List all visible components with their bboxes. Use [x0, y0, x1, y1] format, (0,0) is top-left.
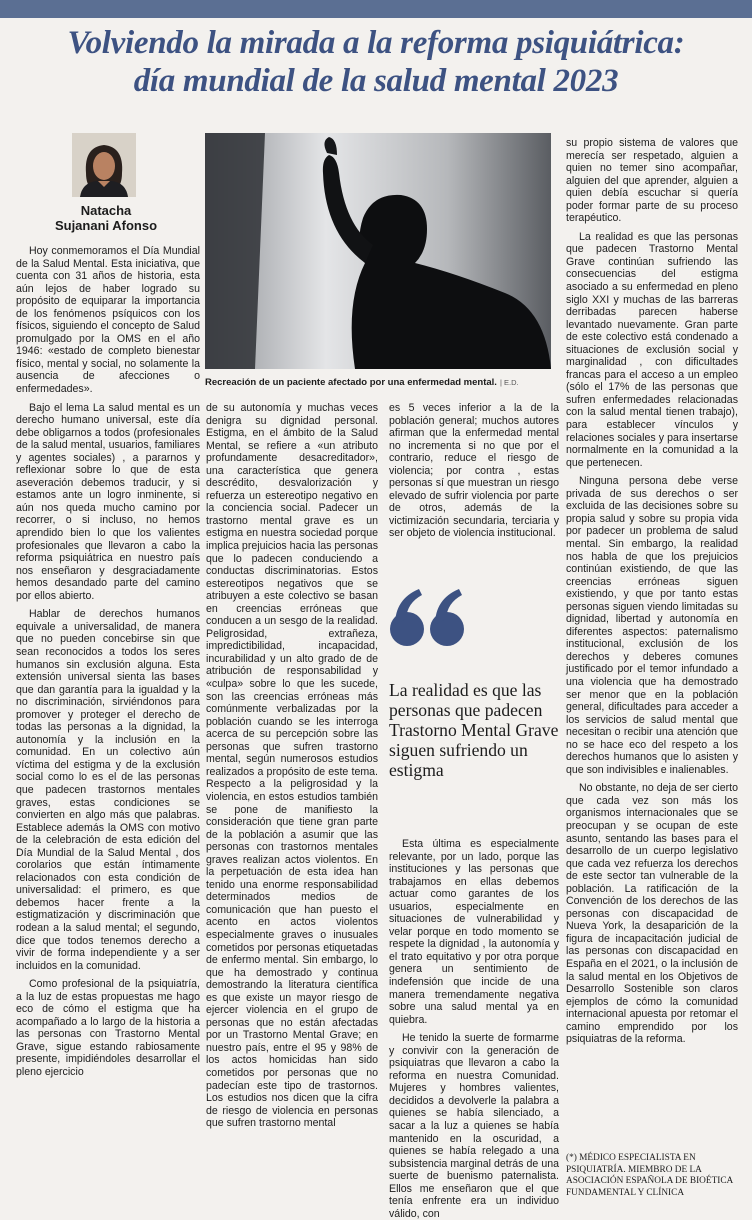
- article-column-1: [16, 245, 200, 1197]
- quote-mark-icon: [389, 585, 469, 655]
- paragraph: Bajo el lema La salud mental es un derecho humano universal, este día debe obligarnos a todos (profesionales de la salud mental, usuarios, familiares y agentes sociales) , a pararnos y reflexionar sobre lo que de esta aseveración debemos traducir, y si estamos ante un logro inminente, si aún nos queda mucho camino por recorrer, o si incluso, no hemos aprendido bien lo que los valientes profesionales que llevaron a cabo la reforma psiquiátrica en nuestro país nos enseñaron y desgraciadamente hemos desandado parte del camino por ellos abierto.: [16, 401, 200, 602]
- paragraph: La realidad es que las personas que padecen Trastorno Mental Grave continúan sufriendo las consecuencias del estigma asociado a su enfermedad en pleno siglo XXI y muchas de las barreras derribadas parecen haberse levantado nuevamente. Gran parte de este colectivo está condenado a situaciones de exclusión social y marginalidad , con dificultades francas para el acceso a un empleo (sólo el 17% de las personas que sufren enfermedades relacionadas con la salud mental tienen trabajo), para establecer vínculos y relaciones sociales y para insertarse normalmente en la comunidad a la que pertenecen.: [566, 230, 738, 469]
- paragraph: No obstante, no deja de ser cierto que cada vez son más los organismos internacionales que se preocupan y se ocupan de este asunto, sentando las bases para el desarrollo de un cuerpo legislativo que cada vez refuerza los derechos de este sector tan vulnerable de la población. La ratificación de la Convención de los derechos de las personas con discapacidad de Nueva York, la desaparición de la figura de incapacitación judicial de las personas con discapacidad en España en el 2021, o la inclusión de la salud mental en los Objetivos de Desarrollo Sostenible son claros ejemplos de cómo la comunidad internacional apuesta por retomar el camino emprendido por los psiquiatras de la reforma.: [566, 782, 739, 1046]
- headline-line-2: día mundial de la salud mental 2023: [133, 63, 619, 99]
- paragraph: He tenido la suerte de formarme y convivir con la generación de psiquiatras que llevaron a cabo la reforma en nuestra Comunidad. Mujeres y hombres valientes, decididos a devolverle la palabra a quienes se había silenciado, a sacar a la luz a quienes se había mantenido en la oscuridad, a quienes se había relegado a una subsistencia marginal detrás de una suerte de buenismo paternalista. Ellos me enseñaron que el que tenía enfrente era un individuo válido, con: [389, 1032, 559, 1220]
- paragraph: de su autonomía y muchas veces denigra su dignidad personal. Estigma, en el ámbito de la Salud Mental, se refiere a «un atributo profundamente desacreditador», una característica que genera descrédito, desvalorización y refuerza un estereotipo negativo en la conciencia social. Padecer un trastorno mental grave es un estigma en nuestra sociedad porque implica prejuicios hacia las personas que lo padecen conduciendo a conductas discriminatorias. Estos estereotipos negativos que se atribuyen a este colectivo se basan en creencias erróneas que conducen a un sesgo de la realidad. Peligrosidad, extrañeza, impredictibilidad, incapacidad, incurabilidad y un alto grado de de atribución de responsabilidad y «culpa» sobre lo que les sucede, son las creencias erróneas más comúnmente verbalizadas por la población cuando se les interroga acerca de su percepción sobre las personas que sufren trastorno mental, según numerosos estudios realizados a propósito de este tema. Respecto a la peligrosidad y la violencia, en estos estudios también se pone de manifiesto la consideración que tiene gran parte de la población a asumir que las personas con trastornos mentales graves realizan actos violentos. En la perpetuación de esta idea han tenido una enorme responsabilidad determinados medios de comunicación que han puesto el acento en actos violentos especialmente graves o inusuales cometidos por personas etiquetadas de enfermo mental. Sin embargo, lo que ha demostrado y continua demostrando la literatura científica es que existe un mayor riesgo de ejercer violencia en el grupo de personas que no están afectadas por un Trastorno Mental Grave; en nuestro país, entre el 95 y 98% de los actos homicidas han sido cometidos por personas que no padecían este tipo de trastornos. Los estudios nos dicen que la cifra de riesgo de violencia en personas que sufren trastorno mental: [206, 402, 378, 1130]
- author-name: [20, 203, 192, 233]
- article-column-4: [566, 137, 738, 1197]
- top-color-bar: [0, 0, 752, 18]
- paragraph: Hablar de derechos humanos equivale a universalidad, de manera que no pueden concebirse sin que sean reconocidos a todos los seres humanos sin exclusión alguna. Esta extensión universal sienta las bases que dan garantía para la igualdad y la no discriminación, sirviéndonos para promover y proteger el derecho de todas las personas a la dignidad, la autonomía y la inclusión en la comunidad. En un colectivo aún víctima del estigma y de la exclusión social como lo es el de las personas que padecen trastornos mentales graves, estas condiciones se convierten en algo más que palabras. Establece además la OMS con motivo de la celebración de esta edición del Día Mundial de la Salud Mental , dos corolarios que están íntimamente relacionados con esta condición de universalidad: el primero, es que debemos hacer frente a la estigmatización y discriminación que rodean a la salud mental; el segundo, dice que todos tenemos derecho a vivir de forma independiente y a ser incluidos en la comunidad.: [16, 608, 200, 972]
- photo-credit: | E.D.: [499, 378, 519, 387]
- article-column-3-top: [389, 402, 559, 578]
- author-first-name: Natacha: [80, 203, 132, 218]
- author-last-name: Sujanani Afonso: [54, 218, 158, 233]
- author-avatar: [72, 133, 136, 197]
- paragraph: Ninguna persona debe verse privada de sus derechos o ser excluida de las decisiones sobre su propia salud y sobre su propia vida por padecer un problema de salud mental. Sin embargo, la realidad nos habla de que los prejuicios continúan existiendo, de que las creencias erróneas siguen existiendo, y que por tanto estas personas siguen viendo limitadas su dignidad, libertad y autonomía en diferentes aspectos: paternalismo institucional, exclusión de los derechos y deberes comunes justificado por el temor infundado a una violencia que ha demostrado ser menor que en la población general, dificultades para acceder a los servicios de salud mental que necesitan o recibir una atención que no se hace eco del respeto a los derechos humanos que lo asisten y que son indivisibles e inalienables.: [566, 475, 738, 776]
- article-column-2: [206, 402, 378, 1197]
- author-footnote: (*) MÉDICO ESPECIALISTA EN PSIQUIATRÍA. MIEMBRO DE LA ASOCIACIÓN ESPAÑOLA DE BIOÉTICA FUNDAMENTAL Y CLÍNICA: [566, 1153, 733, 1198]
- paragraph: su propio sistema de valores que merecía ser respetado, alguien a quien no temer sino acompañar, alguien del que aprender, alguien a quien debía escuchar si quería poder formar parte de su proceso terapéutico.: [566, 137, 738, 225]
- paragraph: Esta última es especialmente relevante, por un lado, porque las instituciones y las personas que trabajamos en ellas debemos actuar como garantes de los usuarios, especialmente en situaciones de vulnerabilidad y velar porque en todo momento se respete la dignidad , la autonomía y el trato equitativo y por otra porque genera un sentimiento de indefensión que incide de una manera tremendamente negativa sobre una salud mental ya en quiebra.: [389, 838, 559, 1026]
- paragraph: es 5 veces inferior a la de la población general; muchos autores afirman que la enfermedad mental no incrementa si no que por el contrario, reduce el riesgo de violencia; por contra , estas personas sí que muestran un riesgo elevado de sufrir violencia por parte de otros, además de la victimización secundaria, terciaria y ser objeto de violencia institucional.: [389, 402, 559, 540]
- photo-caption: [205, 377, 551, 389]
- headline: [18, 24, 734, 100]
- paragraph: Hoy conmemoramos el Día Mundial de la Salud Mental. Esta iniciativa, que cuenta con 31 años de historia, esta aún lejos de haber logrado su propósito de equiparar la importancia de los fenómenos psíquicos con los físicos, siguiendo el concepto de Salud promulgado por la OMS en el año 1946: «estado de completo bienestar físico, mental y social, no solamente la ausencia de afecciones o enfermedades».: [16, 245, 200, 396]
- pull-quote: La realidad es que las personas que padecen Trastorno Mental Grave siguen sufriendo un estigma: [389, 680, 559, 780]
- article-photo: [205, 133, 551, 369]
- headline-line-1: Volviendo la mirada a la reforma psiquiátrica:: [67, 25, 685, 61]
- paragraph: Como profesional de la psiquiatría, a la luz de estas propuestas me hago eco de cómo el estigma que ha acompañado a lo largo de la historia a las personas con Trastorno Mental Grave, sigue estando rabiosamente presente, impidiéndoles desarrollar el pleno ejercicio: [16, 978, 200, 1078]
- article-column-3-bottom: [389, 838, 559, 1220]
- photo-caption-text: Recreación de un paciente afectado por una enfermedad mental.: [205, 377, 497, 388]
